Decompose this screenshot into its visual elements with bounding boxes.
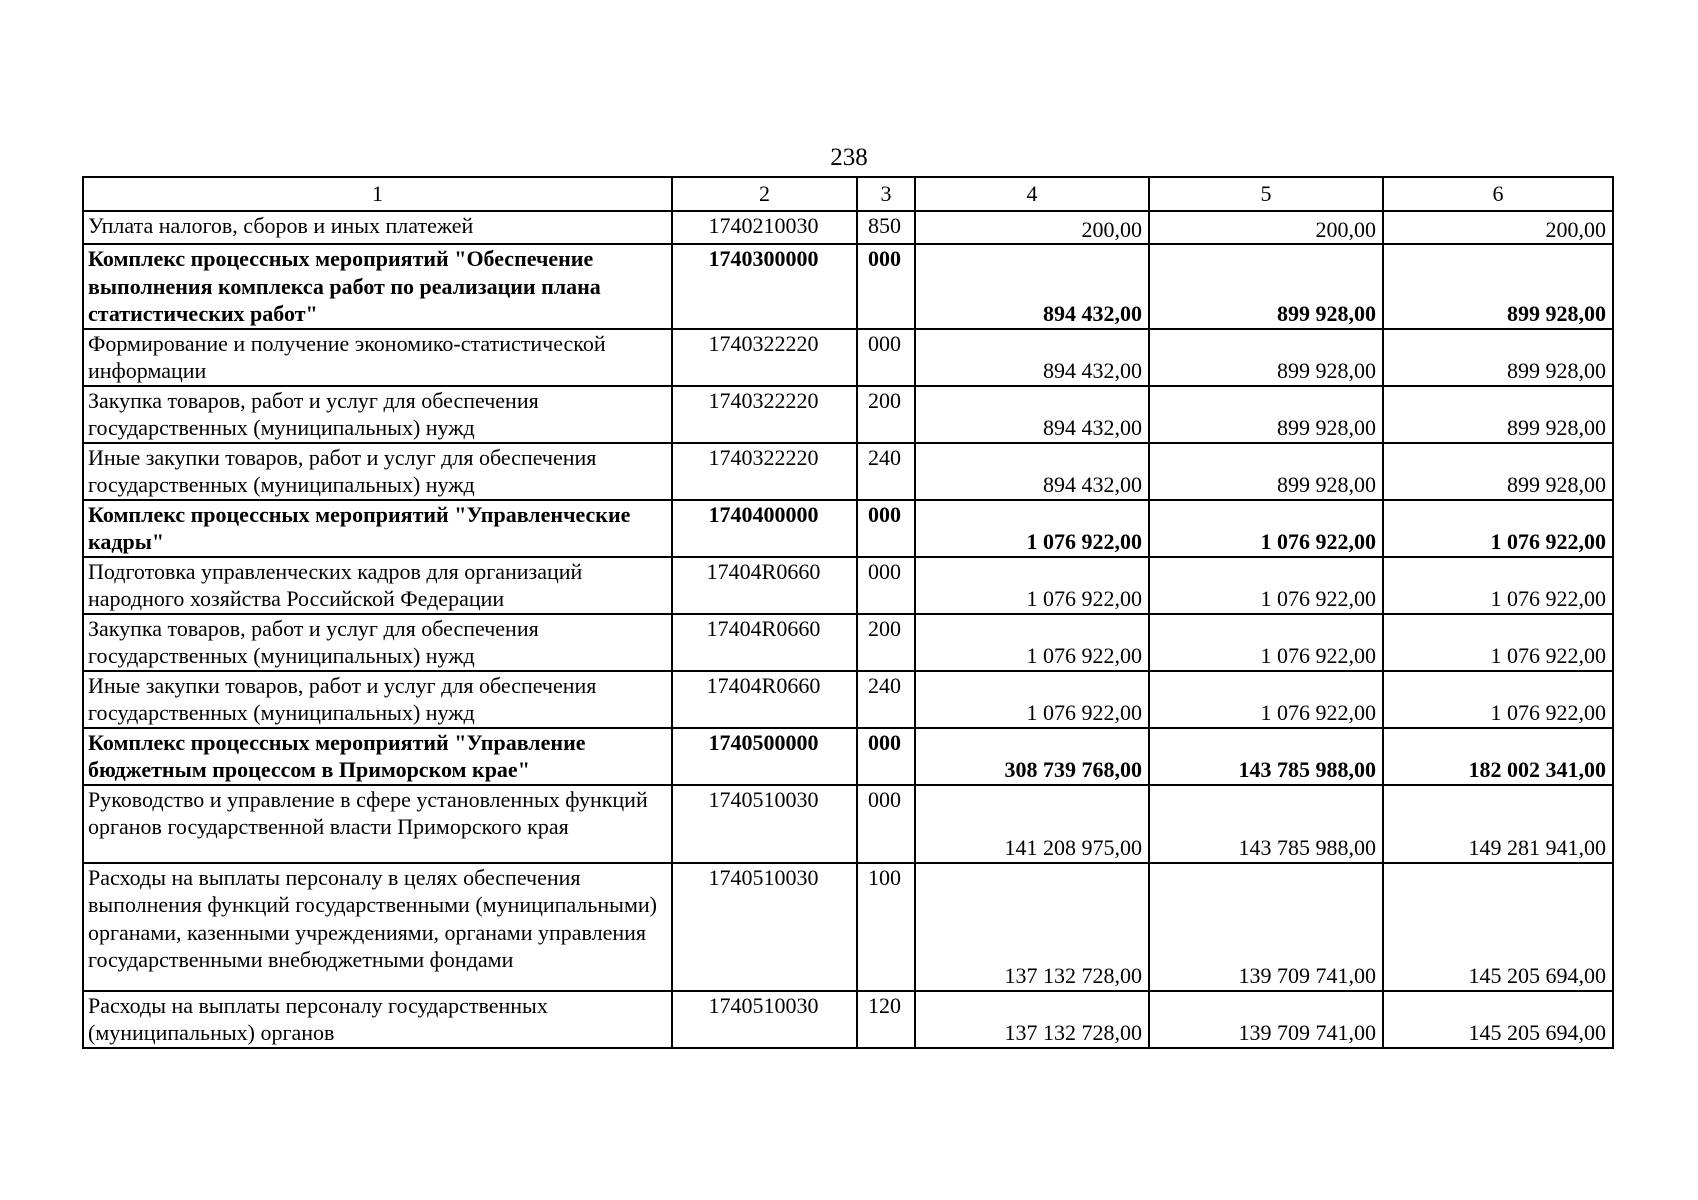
row-value-4: 894 432,00 [915,329,1149,386]
row-value-4: 1 076 922,00 [915,671,1149,728]
row-type: 240 [857,443,915,500]
header-col-4: 4 [915,177,1149,211]
row-value-5: 1 076 922,00 [1149,614,1383,671]
header-col-1: 1 [83,177,672,211]
table-row [83,500,1613,557]
row-value-6: 899 928,00 [1383,443,1613,500]
row-type: 000 [857,244,915,329]
row-value-6: 1 076 922,00 [1383,500,1613,557]
row-value-6: 899 928,00 [1383,329,1613,386]
table-row [83,211,1613,244]
table-row [83,991,1613,1048]
row-value-4: 1 076 922,00 [915,500,1149,557]
row-code: 17404R0660 [672,614,857,671]
row-type: 000 [857,500,915,557]
row-type: 850 [857,211,915,244]
row-value-4: 137 132 728,00 [915,991,1149,1048]
row-value-4: 200,00 [915,211,1149,244]
row-value-4: 308 739 768,00 [915,728,1149,785]
row-value-5: 1 076 922,00 [1149,671,1383,728]
header-col-5: 5 [1149,177,1383,211]
row-type: 200 [857,614,915,671]
row-value-6: 149 281 941,00 [1383,785,1613,863]
table-row [83,785,1613,863]
row-name: Иные закупки товаров, работ и услуг для обеспечения государственных (муниципальных) нужд [83,671,672,728]
table-row [83,329,1613,386]
row-type: 240 [857,671,915,728]
row-name: Закупка товаров, работ и услуг для обеспечения государственных (муниципальных) нужд [83,386,672,443]
header-col-6: 6 [1383,177,1613,211]
page-number: 238 [830,144,868,171]
table-row [83,443,1613,500]
row-code: 1740322220 [672,329,857,386]
table-row [83,863,1613,991]
table-row [83,614,1613,671]
row-value-4: 1 076 922,00 [915,614,1149,671]
table-row [83,671,1613,728]
row-code: 1740500000 [672,728,857,785]
table-row [83,244,1613,329]
row-code: 1740400000 [672,500,857,557]
row-code: 17404R0660 [672,671,857,728]
row-value-5: 1 076 922,00 [1149,500,1383,557]
row-value-4: 894 432,00 [915,443,1149,500]
header-col-2: 2 [672,177,857,211]
row-value-6: 145 205 694,00 [1383,991,1613,1048]
row-value-5: 139 709 741,00 [1149,863,1383,991]
row-type: 000 [857,785,915,863]
row-value-6: 899 928,00 [1383,244,1613,329]
row-value-6: 1 076 922,00 [1383,671,1613,728]
row-code: 1740210030 [672,211,857,244]
row-name: Комплекс процессных мероприятий "Управление бюджетным процессом в Приморском крае" [83,728,672,785]
row-value-5: 139 709 741,00 [1149,991,1383,1048]
row-value-5: 899 928,00 [1149,386,1383,443]
row-code: 1740510030 [672,785,857,863]
row-code: 1740510030 [672,863,857,991]
row-code: 17404R0660 [672,557,857,614]
table-body [83,177,1613,1048]
row-name: Расходы на выплаты персоналу в целях обеспечения выполнения функций государственными (муниципальными) органами, казенными учреждениями, органами управления государственными внебюджетными фондами [83,863,672,991]
budget-table [82,176,1614,1049]
table-row [83,728,1613,785]
row-type: 200 [857,386,915,443]
row-code: 1740300000 [672,244,857,329]
row-name: Формирование и получение экономико-статистической информации [83,329,672,386]
row-value-5: 899 928,00 [1149,443,1383,500]
row-value-5: 200,00 [1149,211,1383,244]
row-value-5: 1 076 922,00 [1149,557,1383,614]
row-value-5: 143 785 988,00 [1149,728,1383,785]
row-value-4: 137 132 728,00 [915,863,1149,991]
row-name: Уплата налогов, сборов и иных платежей [83,211,672,244]
row-value-6: 182 002 341,00 [1383,728,1613,785]
row-code: 1740322220 [672,386,857,443]
row-value-6: 200,00 [1383,211,1613,244]
row-name: Иные закупки товаров, работ и услуг для обеспечения государственных (муниципальных) нужд [83,443,672,500]
row-name: Комплекс процессных мероприятий "Управленческие кадры" [83,500,672,557]
row-value-6: 1 076 922,00 [1383,614,1613,671]
row-name: Руководство и управление в сфере установленных функций органов государственной власти Приморского края [83,785,672,863]
table-row [83,386,1613,443]
row-type: 100 [857,863,915,991]
table-header-row [83,177,1613,211]
row-type: 120 [857,991,915,1048]
row-name: Расходы на выплаты персоналу государственных (муниципальных) органов [83,991,672,1048]
row-value-5: 899 928,00 [1149,329,1383,386]
row-value-4: 894 432,00 [915,244,1149,329]
row-value-4: 1 076 922,00 [915,557,1149,614]
header-col-3: 3 [857,177,915,211]
row-type: 000 [857,728,915,785]
row-type: 000 [857,557,915,614]
row-value-6: 899 928,00 [1383,386,1613,443]
row-name: Закупка товаров, работ и услуг для обеспечения государственных (муниципальных) нужд [83,614,672,671]
row-name: Комплекс процессных мероприятий "Обеспечение выполнения комплекса работ по реализации плана статистических работ" [83,244,672,329]
table-row [83,557,1613,614]
row-type: 000 [857,329,915,386]
row-code: 1740510030 [672,991,857,1048]
row-value-6: 145 205 694,00 [1383,863,1613,991]
row-name: Подготовка управленческих кадров для организаций народного хозяйства Российской Федерации [83,557,672,614]
row-value-4: 894 432,00 [915,386,1149,443]
row-value-5: 143 785 988,00 [1149,785,1383,863]
row-value-6: 1 076 922,00 [1383,557,1613,614]
row-code: 1740322220 [672,443,857,500]
row-value-4: 141 208 975,00 [915,785,1149,863]
row-value-5: 899 928,00 [1149,244,1383,329]
